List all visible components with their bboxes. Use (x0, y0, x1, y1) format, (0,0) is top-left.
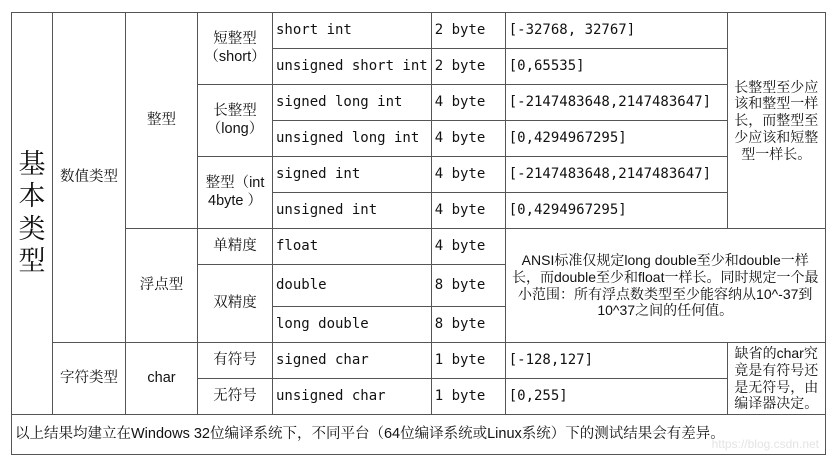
int-subgroup-cell (198, 157, 273, 229)
char-note-cell (727, 343, 825, 415)
float-note-cell (505, 229, 825, 343)
size-cell: 4 byte (431, 85, 505, 121)
type-name-cell: signed char (273, 343, 432, 379)
size-cell: 2 byte (431, 49, 505, 85)
signed-cell (198, 343, 273, 379)
size-cell: 8 byte (431, 265, 505, 307)
size-cell: 2 byte (431, 13, 505, 49)
char-type-cell (53, 343, 126, 415)
float-note: ANSI标准仅规定long double至少和double一样长，而double至少和float一样长。同时规定一个最小范围：所有浮点数类型至少能容纳从10^-37到10^37之间的任何值。 (511, 251, 819, 319)
short-subgroup-cell (198, 13, 273, 85)
numeric-type-cell (53, 13, 126, 343)
range-cell: [-128,127] (505, 343, 727, 379)
single-precision-cell (198, 229, 273, 265)
integer-type-label: 整型 (147, 111, 176, 128)
char-type-label: 字符类型 (60, 369, 118, 386)
type-name-cell: float (273, 229, 432, 265)
type-name-cell: unsigned short int (273, 49, 432, 85)
table-row (12, 13, 826, 49)
float-type-label: 浮点型 (139, 276, 184, 293)
footer-note: 以上结果均建立在Windows 32位编译系统下，不同平台（64位编译系统或Linux系统）下的测试结果会有差异。 (15, 425, 725, 442)
category-cell (12, 13, 53, 415)
numeric-type-label: 数值类型 (60, 168, 118, 185)
double-precision-cell (198, 265, 273, 343)
integer-note-cell (727, 13, 825, 229)
basic-types-table (11, 12, 826, 455)
table-row (12, 343, 826, 379)
int-subgroup-size: 4byte ） (208, 192, 262, 209)
long-subgroup-cell (198, 85, 273, 157)
type-name-cell: short int (273, 13, 432, 49)
category-label: 基本类型 (18, 148, 46, 277)
unsigned-cell (198, 379, 273, 415)
watermark: https://blog.csdn.net (711, 437, 819, 451)
short-subgroup-keyword: （short） (204, 48, 266, 65)
type-name-cell: double (273, 265, 432, 307)
footer-note-cell (12, 415, 826, 455)
type-name-cell: unsigned char (273, 379, 432, 415)
long-subgroup-label: 长整型 (213, 103, 257, 120)
size-cell: 4 byte (431, 121, 505, 157)
range-cell: [0,4294967295] (505, 193, 727, 229)
range-cell: [-2147483648,2147483647] (505, 85, 727, 121)
single-precision-label: 单精度 (213, 237, 257, 254)
int-subgroup-label: 整型（int (205, 175, 265, 192)
type-name-cell: signed int (273, 157, 432, 193)
range-cell: [0,255] (505, 379, 727, 415)
table-row (12, 229, 826, 265)
size-cell: 1 byte (431, 343, 505, 379)
integer-note: 长整型至少应该和整型一样长，而整型至少应该和短整型一样长。 (734, 78, 819, 162)
char-label: char (147, 369, 176, 386)
float-type-cell (126, 229, 198, 343)
char-cell (126, 343, 198, 415)
unsigned-label: 无符号 (213, 387, 257, 404)
type-name-cell: unsigned long int (273, 121, 432, 157)
integer-type-cell (126, 13, 198, 229)
range-cell: [0,65535] (505, 49, 727, 85)
signed-label: 有符号 (213, 351, 257, 368)
short-subgroup-label: 短整型 (213, 31, 257, 48)
table-row (12, 415, 826, 455)
double-precision-label: 双精度 (213, 294, 257, 311)
range-cell: [-2147483648,2147483647] (505, 157, 727, 193)
type-name-cell: signed long int (273, 85, 432, 121)
long-subgroup-keyword: （long） (206, 120, 264, 137)
range-cell: [-32768, 32767] (505, 13, 727, 49)
size-cell: 4 byte (431, 157, 505, 193)
size-cell: 4 byte (431, 193, 505, 229)
char-note: 缺省的char究竟是有符号还是无符号，由编译器决定。 (734, 344, 819, 412)
size-cell: 8 byte (431, 307, 505, 343)
range-cell: [0,4294967295] (505, 121, 727, 157)
size-cell: 4 byte (431, 229, 505, 265)
size-cell: 1 byte (431, 379, 505, 415)
type-name-cell: long double (273, 307, 432, 343)
type-name-cell: unsigned int (273, 193, 432, 229)
